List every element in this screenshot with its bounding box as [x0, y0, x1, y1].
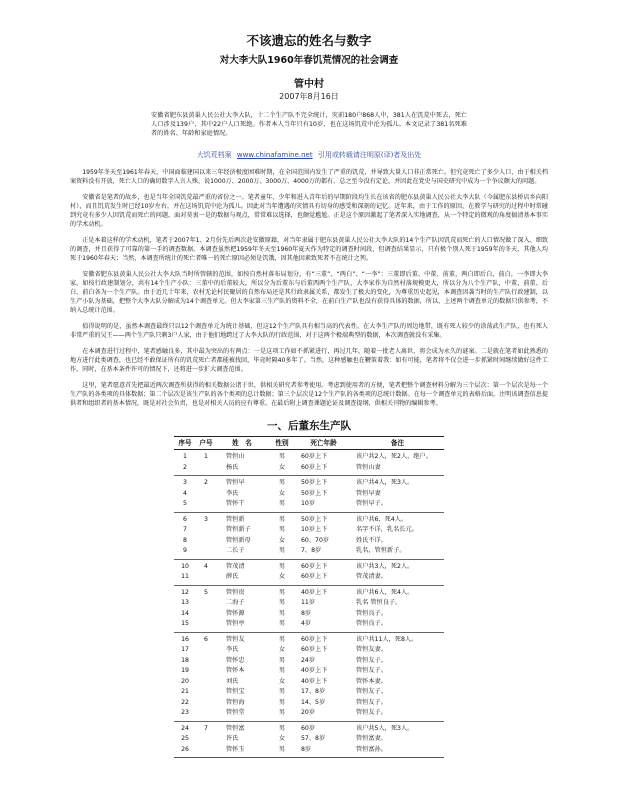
body-paragraph: 安徽省肥东县黄巢人民公社大李大队当时所管辖的范围，如按自然村落布局划分，有“三董”、“两白”、“一李”：三董即后董、中董、前董，两白即后白、前白，一李即大李家。如按行政建制划分，共有14个生产小队：三董中的后董较大，所以分为后董东与后董西两个生产队，大李家作为自然村落规模更大，所以分为八个生产队，中董、前董、后白、前白各为一个生产队。由于近几十年来，农村无论村民聚居的自然布局还是其行政隶属关系，都发生了极大的变化，为尊重历史起见，本调查因袭当时的生产队行政建制，以生产小队为基础，把整个大李大队分解成为14个调查单元。但大李家第三生产队的资料不全，在前白生产队也没有获得具体的数据，所以，上述两个调查单元的数据只供参考，不纳入总统计范围。: [70, 271, 548, 314]
table-row: [174, 609, 444, 620]
death-age-cell: 50岁上下: [301, 479, 328, 486]
remark-cell: 管恒友子。: [356, 656, 387, 664]
remark-cell: 管恒早子。: [356, 500, 387, 507]
gender-cell: 女: [278, 489, 286, 497]
table-header-row: [174, 437, 444, 450]
household-number-cell: [196, 609, 216, 620]
name-cell: 二海子: [226, 599, 245, 606]
death-table: [174, 436, 444, 758]
name-cell: 李氏: [226, 646, 239, 653]
serial-number-cell: 26: [181, 745, 189, 753]
household-number-cell: 6: [204, 635, 208, 643]
household-number-cell: [196, 463, 216, 476]
table-row: [174, 734, 444, 745]
serial-number-cell: 11: [181, 573, 189, 580]
remark-cell: 姓氏不详。: [356, 536, 387, 544]
serial-number-cell: 24: [181, 724, 189, 732]
column-header-remark: 备注: [351, 437, 444, 450]
death-age-cell: 60岁上下: [301, 453, 328, 460]
household-number-cell: 2: [204, 479, 208, 486]
body-paragraph: 正是本着这样的学术动机，笔者于2007年1、2月份先后两次赴安徽原籍，对当年隶属于肥东县黄巢人民公社大李大队的14个生产队因饥荒而死亡的人口情况做了深入、细致的调查，并且获得了可靠的第一手的调查数据。本调查虽然把1959年冬天至1960年夏天作为特定的调查时间段，但调查结果显示，只有极个别人死于1959年的冬天，其他人均死于1960年春天；当然，本调查所统计的死亡者唯一的死亡原因必须是饥饿，因其他因素致死者不在统计之列。: [70, 237, 548, 262]
serial-number-cell: 18: [181, 656, 189, 664]
household-number-cell: [196, 572, 216, 585]
gender-cell: 男: [278, 635, 286, 643]
name-cell: 管恒新子: [226, 526, 251, 533]
death-age-cell: 14、5岁: [301, 698, 326, 706]
serial-number-cell: 6: [183, 515, 187, 523]
table-row: [174, 666, 444, 677]
body-paragraph: 安徽省是笔者的故乡，也是当年全国饥荒最严重的省份之一。笔者童年、少年和进入青年后的早期阶段均生长在该省的肥东县黄巢人民公社大李大队（今属肥东县桥店乡向阳村），而且饥荒发生时已经10岁左右，并在这场饥荒中沦为孤儿。因此对当年遭遇的灾情具有切身的感受和深刻的记忆。近年来，由于工作的原因，在教学与研究的过程中时常碰到究竟有多少人因饥荒而死亡的问题，面对莫衷一是的数据与观点，常常难以选择，也颇觉尴尬。正是这个原因激起了笔者深入实地调查，从一个特定的微观的角度搞清基本事实的学术动机。: [70, 194, 548, 228]
source-line: [0, 150, 618, 160]
table-row: [174, 677, 444, 688]
name-cell: 管怀忠: [226, 656, 245, 664]
gender-cell: 男: [278, 609, 286, 617]
remark-cell: 管恒友妻。: [356, 646, 387, 653]
source-archive-link[interactable]: 大饥荒档案: [196, 151, 232, 159]
household-number-cell: [196, 619, 216, 632]
table-row: [174, 656, 444, 667]
name-cell: 管恒富: [226, 724, 245, 732]
table-row: [174, 499, 444, 512]
gender-cell: 女: [278, 646, 286, 653]
household-number-cell: 5: [204, 588, 208, 596]
household-number-cell: [196, 687, 216, 698]
serial-number-cell: 20: [181, 677, 189, 685]
table-row: [174, 489, 444, 500]
household-group: [174, 559, 444, 585]
household-number-cell: [196, 698, 216, 709]
household-group: [174, 721, 444, 758]
death-age-cell: 4岁: [301, 620, 312, 627]
table-row: [174, 536, 444, 547]
household-number-cell: 1: [204, 453, 208, 460]
name-cell: 管恒堂: [226, 709, 245, 716]
gender-cell: 女: [278, 573, 286, 580]
article-body: [0, 168, 618, 408]
remark-cell: 乳名 管恒良子。: [356, 599, 402, 606]
name-cell: 管怀玉: [226, 745, 245, 753]
name-cell: 李氏: [226, 489, 239, 497]
household-number-cell: [196, 489, 216, 500]
column-header-gender: 性别: [268, 437, 296, 450]
serial-number-cell: 10: [181, 562, 189, 570]
death-age-cell: 50岁上下: [301, 489, 328, 497]
serial-number-cell: 1: [183, 453, 187, 460]
household-group: [174, 512, 444, 559]
table-row: [174, 546, 444, 559]
remark-cell: 管怀本妻。: [356, 677, 387, 685]
gender-cell: 女: [278, 536, 286, 544]
gender-cell: 男: [278, 453, 286, 460]
serial-number-cell: 14: [181, 609, 189, 617]
remark-cell: 该户共11人，死8人。: [356, 635, 418, 643]
household-number-cell: [196, 598, 216, 609]
remark-cell: 管恒富孙。: [356, 745, 387, 753]
table-row: [174, 619, 444, 632]
remark-cell: 乳名，管恒新子。: [356, 547, 406, 554]
household-number-cell: 4: [204, 562, 208, 570]
name-cell: 管怀本: [226, 667, 245, 674]
serial-number-cell: 16: [181, 635, 189, 643]
remark-cell: 该户共5人，死3人。: [356, 724, 414, 732]
death-age-cell: 40岁上下: [301, 677, 328, 685]
serial-number-cell: 13: [181, 599, 189, 606]
gender-cell: 女: [278, 735, 286, 742]
remark-cell: 管恒友子。: [356, 667, 387, 674]
name-cell: 管怀干: [226, 500, 245, 507]
name-cell: 管怀源: [226, 609, 245, 617]
death-age-cell: 60岁: [301, 724, 316, 732]
household-number-cell: [196, 499, 216, 512]
table-row: [174, 476, 444, 489]
name-cell: 管恒海: [226, 698, 245, 706]
death-age-cell: 40岁上下: [301, 667, 328, 674]
serial-number-cell: 23: [181, 709, 189, 716]
remark-cell: 管恒富妻。: [356, 735, 387, 742]
serial-number-cell: 2: [183, 463, 187, 471]
name-cell: 许氏: [226, 735, 239, 742]
remark-cell: 该户共2人，死2人，绝户。: [356, 453, 432, 460]
household-number-cell: [196, 666, 216, 677]
remark-cell: 该户共3人，死2人。: [356, 562, 414, 570]
name-cell: 管恒友: [226, 635, 245, 643]
table-row: [174, 598, 444, 609]
gender-cell: 男: [278, 526, 286, 533]
table-row: [174, 632, 444, 645]
name-cell: 管恒贵: [226, 588, 245, 596]
death-age-cell: 10岁上下: [301, 526, 328, 533]
serial-number-cell: 22: [181, 698, 189, 706]
death-age-cell: 50岁上下: [301, 515, 328, 523]
household-number-cell: [196, 525, 216, 536]
gender-cell: 男: [278, 688, 286, 695]
serial-number-cell: 17: [181, 646, 189, 653]
death-age-cell: 60岁上下: [301, 635, 328, 643]
gender-cell: 男: [278, 588, 286, 596]
table-row: [174, 512, 444, 525]
death-age-cell: 7、8岁: [301, 547, 322, 554]
table-header: [174, 437, 444, 450]
remark-cell: 管恒良子。: [356, 620, 387, 627]
death-age-cell: 40岁上下: [301, 588, 328, 596]
gender-cell: 女: [278, 677, 286, 685]
table-row: [174, 698, 444, 709]
household-group: [174, 585, 444, 632]
household-number-cell: [196, 708, 216, 721]
gender-cell: 男: [278, 667, 286, 674]
column-header-household: 户号: [196, 437, 216, 450]
household-number-cell: [196, 734, 216, 745]
serial-number-cell: 25: [181, 735, 189, 742]
remark-cell: 该户共4人，死3人。: [356, 479, 414, 486]
gender-cell: 男: [278, 724, 286, 732]
gender-cell: 男: [278, 500, 286, 507]
table-row: [174, 645, 444, 656]
name-cell: 杨氏: [226, 463, 239, 471]
gender-cell: 男: [278, 709, 286, 716]
section-heading: 一、后董东生产队: [267, 420, 351, 432]
household-number-cell: [196, 645, 216, 656]
death-age-cell: 24岁: [301, 656, 316, 664]
gender-cell: 男: [278, 599, 286, 606]
serial-number-cell: 9: [183, 547, 187, 554]
death-age-cell: 60岁上下: [301, 646, 328, 653]
source-url-link[interactable]: www.chinafamine.net: [236, 151, 313, 159]
serial-number-cell: 19: [181, 667, 189, 674]
death-age-cell: 60岁上下: [301, 463, 328, 471]
death-age-cell: 60、70岁: [301, 536, 330, 544]
household-group: [174, 450, 444, 476]
remark-cell: 名字不详，乳名长元。: [356, 526, 418, 533]
household-group: [174, 632, 444, 721]
remark-cell: 该户共6人，死4人。: [356, 588, 414, 596]
article-date: 2007年8月16日: [279, 92, 339, 101]
death-age-cell: 10岁: [301, 500, 316, 507]
body-paragraph: 1959年冬天至1961年春天，中国面临建国以来三年经济极度困难时期，在全国范围内发生了严重的饥荒，并导致大量人口非正常死亡。但究竟死亡了多少人口，由于相关档案资料没有开放，死亡人口的确切数字人言人殊，说1000万、2000万、3000万、4000万的都有，总之至今没有定论，并因此在党史与国史研究中成为一个争议颇大的问题。: [70, 169, 548, 185]
household-number-cell: [196, 745, 216, 758]
remark-cell: 管恒友子。: [356, 688, 387, 695]
gender-cell: 男: [278, 620, 286, 627]
body-paragraph: 这里，笔者愿意首先把最近两次调查所获得的相关数据公诸于世，供相关研究者参考使用。考虑到使用者的方便，笔者把整个调查材料分解为三个层次：第一个层次是每一个生产队的各类项的具体数据；第二个层次是该生产队的各个类项的总计数据；第三个层次是12个生产队的各类项的总统计数据。在每一个调查单元的表格后面，注明该调查信息提供者和组织者的基本情况，既是对社会负责，也是对相关人员的应有尊重。在最后附上调查课题论证及调查提纲，供相关刊物的编辑参考。: [70, 382, 548, 407]
table-row: [174, 559, 444, 572]
death-age-cell: 60岁上下: [301, 573, 328, 580]
name-cell: 管恒亭: [226, 620, 245, 627]
table-row: [174, 463, 444, 476]
column-header-serial: 序号: [174, 437, 196, 450]
article-subtitle: 对大李大队1960年春饥荒情况的社会调查: [219, 55, 399, 66]
table-row: [174, 525, 444, 536]
death-age-cell: 20岁: [301, 709, 316, 716]
name-cell: 管恒新: [226, 515, 245, 523]
household-number-cell: 3: [204, 515, 208, 523]
column-header-death-age: 死亡年龄: [296, 437, 351, 450]
article-author: 管中村: [294, 79, 324, 90]
remark-cell: 管恒山妻: [356, 463, 381, 471]
household-number-cell: 7: [204, 724, 208, 732]
remark-cell: 管恒早妻: [356, 489, 381, 497]
name-cell: 管茂清: [226, 562, 245, 570]
remark-cell: 管恒友子。: [356, 698, 387, 706]
gender-cell: 男: [278, 515, 286, 523]
household-number-cell: [196, 546, 216, 559]
remark-cell: 管恒良子。: [356, 609, 387, 617]
household-number-cell: [196, 656, 216, 667]
name-cell: 管恒山: [226, 453, 245, 460]
serial-number-cell: 7: [183, 526, 187, 533]
body-paragraph: 值得说明的是，虽然本调查最终只以12个调查单元为统计基础，但这12个生产队具有相当高的代表性。在大李生产队的周边地带，既有死人较少的涂荡武生产队，也有死人非常严重的吴王——两个生产队只剩3户人家，由于他们地跨过了大李大队的行政范围，对于这两个极端典型的数据，本次调查就没有采集。: [70, 323, 548, 339]
table-row: [174, 450, 444, 463]
death-age-cell: 8岁: [301, 745, 312, 753]
gender-cell: 男: [278, 562, 286, 570]
household-number-cell: [196, 677, 216, 688]
serial-number-cell: 15: [181, 620, 189, 627]
household-group: [174, 476, 444, 513]
name-cell: 管恒宝: [226, 688, 245, 695]
gender-cell: 女: [278, 463, 286, 471]
gender-cell: 男: [278, 479, 286, 486]
table-row: [174, 572, 444, 585]
name-cell: 薛氏: [226, 573, 239, 580]
death-age-cell: 57、8岁: [301, 735, 326, 742]
gender-cell: 男: [278, 745, 286, 753]
article-title: 不该遗忘的姓名与数字: [246, 33, 372, 48]
death-age-cell: 8岁: [301, 609, 312, 617]
household-number-cell: [196, 536, 216, 547]
serial-number-cell: 5: [183, 500, 187, 507]
remark-cell: 管恒友子。: [356, 709, 387, 716]
gender-cell: 男: [278, 547, 286, 554]
source-citation-note: 引用或转载请注明原(译)者及出处: [317, 151, 422, 159]
serial-number-cell: 12: [181, 588, 189, 596]
serial-number-cell: 4: [183, 489, 187, 497]
gender-cell: 男: [278, 698, 286, 706]
serial-number-cell: 3: [183, 479, 187, 486]
article-abstract: 安徽省肥东县黄巢人民公社大李大队，十二个生产队不完全统计，灾前180户868人中，381人在饥荒中死去，死亡人口涉及139户，其中22户人口死绝。作者本人当年只有10岁，也在这场饥荒中沦为孤儿。本文记录了381名死难者的姓名、年龄和家庭情况。: [151, 112, 467, 137]
name-cell: 二长子: [226, 547, 245, 554]
table-row: [174, 721, 444, 734]
body-paragraph: 在本调查进行过程中，笔者感触良多，其中最为突出的有两点：一是这项工作如不抓紧进行，再过几年，随着一批老人离世，将会成为永久的谜案。二是就在笔者如此熟悉的地方进行此类调查，也已经不敢保证所有的饥荒死亡者都能被找回，毕竟时隔40多年了。当然，这种感触也在鞭策着我：如有可能，笔者将不仅会进一步抓紧时间继续做好这件工作，同时，在基本条件许可的情况下，还将进一步扩大调查范围。: [70, 348, 548, 373]
remark-cell: 该户共6，死4人。: [356, 515, 408, 523]
name-cell: 管恒新母: [226, 536, 251, 544]
death-age-cell: 17、8岁: [301, 688, 326, 695]
name-cell: 管恒早: [226, 479, 245, 486]
gender-cell: 男: [278, 656, 286, 664]
name-cell: 刘氏: [226, 677, 239, 685]
serial-number-cell: 21: [181, 688, 189, 695]
table-row: [174, 708, 444, 721]
death-age-cell: 60岁上下: [301, 562, 328, 570]
column-header-name: 姓 名: [216, 437, 268, 450]
table-row: [174, 687, 444, 698]
death-age-cell: 11岁: [301, 599, 316, 606]
remark-cell: 管茂清妻。: [356, 573, 387, 580]
table-row: [174, 745, 444, 758]
table-row: [174, 585, 444, 598]
serial-number-cell: 8: [183, 536, 187, 544]
